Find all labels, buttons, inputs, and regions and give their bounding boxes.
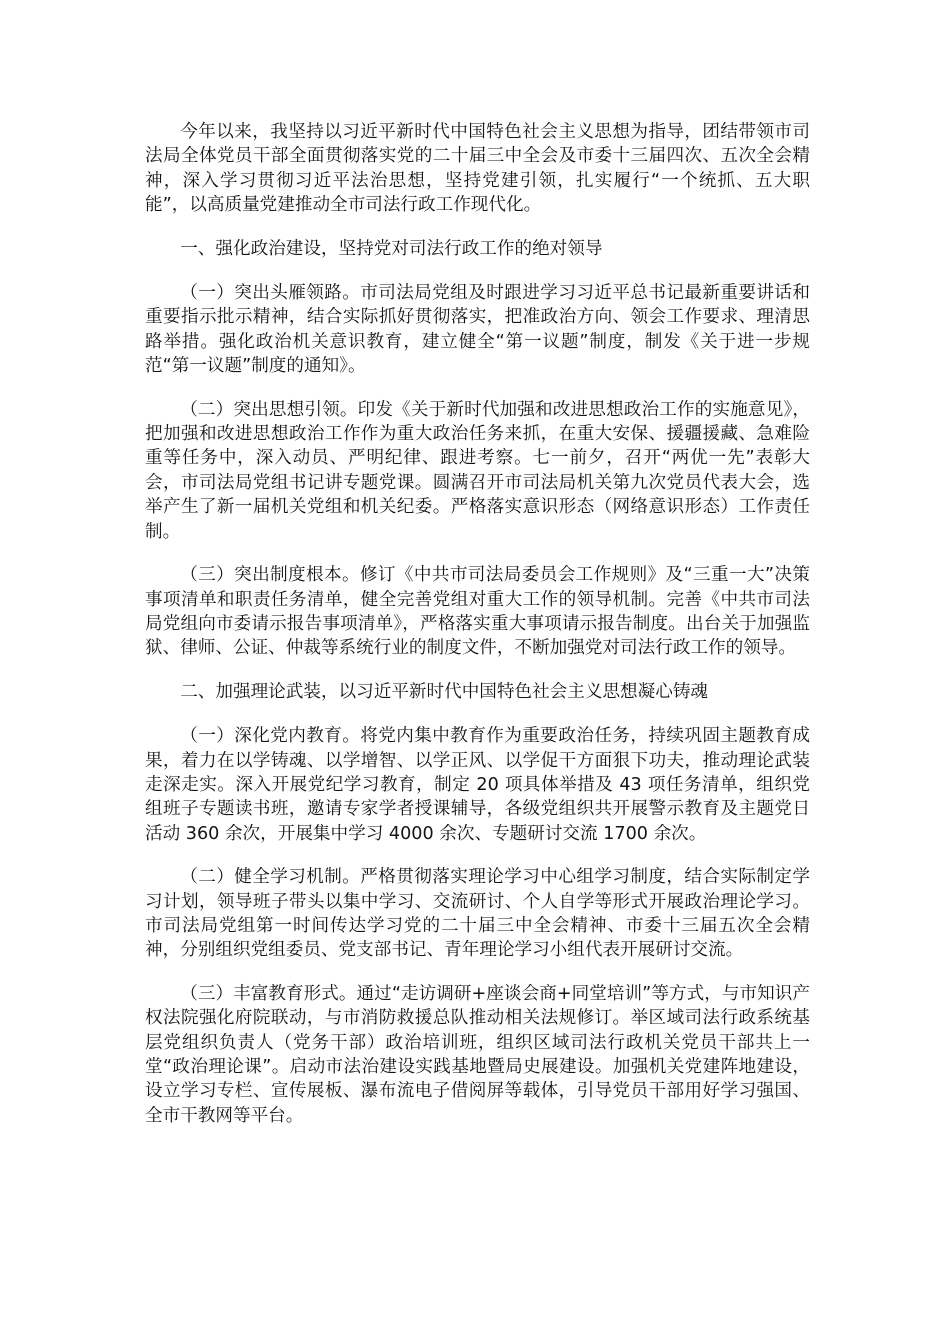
section-2-item-2: （二）健全学习机制。严格贯彻落实理论学习中心组学习制度，结合实际制定学习计划，领导班子带头以集中学习、交流研讨、个人自学等形式开展政治理论学习。市司法局党组第一时间传达学习党的二十届三中全会精神、市委十三届五次全会精神，分别组织党组委员、党支部书记、青年理论学习小组代表开展研讨交流。	[145, 867, 810, 961]
section-1-item-3: （三）突出制度根本。修订《中共市司法局委员会工作规则》及“三重一大”决策事项清单和职责任务清单，健全完善党组对重大工作的领导机制。完善《中共市司法局党组向市委请示报告事项清单》，严格落实重大事项请示报告制度。出台关于加强监狱、律师、公证、仲裁等系统行业的制度文件，不断加强党对司法行政工作的领导。	[145, 565, 810, 659]
section-heading-1: 一、强化政治建设，坚持党对司法行政工作的绝对领导	[180, 238, 603, 259]
section-1-item-2: （二）突出思想引领。印发《关于新时代加强和改进思想政治工作的实施意见》，把加强和改进思想政治工作作为重大政治任务来抓，在重大安保、援疆援藏、急难险重等任务中，深入动员、严明纪律、跟进考察。七一前夕，召开“两优一先”表彰大会，市司法局党组书记讲专题党课。圆满召开市司法局机关第九次党员代表大会，选举产生了新一届机关党组和机关纪委。严格落实意识形态（网络意识形态）工作责任制。	[145, 399, 810, 542]
section-heading-2: 二、加强理论武装，以习近平新时代中国特色社会主义思想凝心铸魂	[180, 681, 709, 702]
document-body	[145, 120, 810, 1147]
section-1-item-1: （一）突出头雁领路。市司法局党组及时跟进学习习近平总书记最新重要讲话和重要指示批示精神，结合实际抓好贯彻落实，把准政治方向、领会工作要求、理清思路举措。强化政治机关意识教育，建立健全“第一议题”制度，制发《关于进一步规范“第一议题”制度的通知》。	[145, 283, 810, 377]
section-2-item-3: （三）丰富教育形式。通过“走访调研+座谈会商+同堂培训”等方式，与市知识产权法院强化府院联动，与市消防救援总队推动相关法规修订。举区域司法行政系统基层党组织负责人（党务干部）政治培训班，组织区域司法行政机关党员干部共上一堂“政治理论课”。启动市法治建设实践基地暨局史展建设。加强机关党建阵地建设，设立学习专栏、宣传展板、瀑布流电子借阅屏等载体，引导党员干部用好学习强国、全市干教网等平台。	[145, 983, 810, 1126]
section-2-item-1: （一）深化党内教育。将党内集中教育作为重要政治任务，持续巩固主题教育成果，着力在以学铸魂、以学增智、以学正风、以学促干方面狠下功夫，推动理论武装走深走实。深入开展党纪学习教育，制定 20 项具体举措及 43 项任务清单，组织党组班子专题读书班，邀请专家学者授课辅导，各级党组织共开展警示教育及主题党日活动 360 余次，开展集中学习 4000 余次、专题研讨交流 1700 余次。	[145, 726, 810, 844]
intro-paragraph: 今年以来，我坚持以习近平新时代中国特色社会主义思想为指导，团结带领市司法局全体党员干部全面贯彻落实党的二十届三中全会及市委十三届四次、五次全会精神，深入学习贯彻习近平法治思想，坚持党建引领，扎实履行“一个统抓、五大职能”，以高质量党建推动全市司法行政工作现代化。	[145, 122, 810, 216]
